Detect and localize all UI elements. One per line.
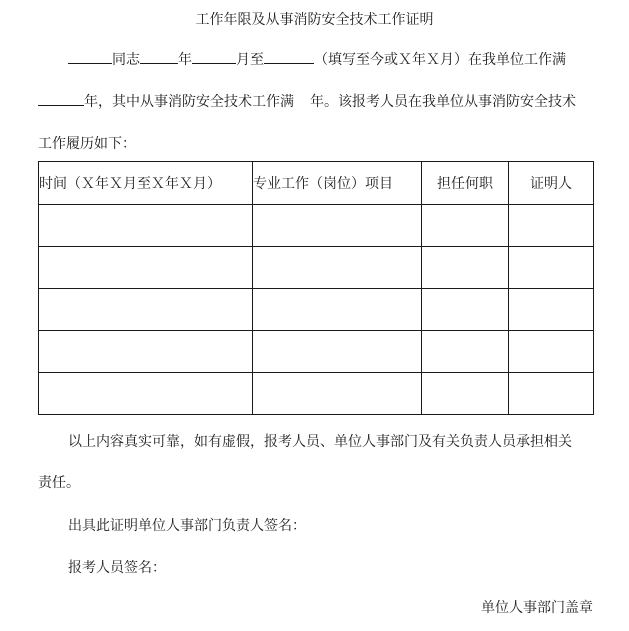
fire-work-years-suffix: 年。该报考人员在我单位从事消防安全技术 — [310, 94, 576, 110]
comrade-label: 同志 — [112, 52, 140, 68]
dept-head-signature-label: 出具此证明单位人事部门负责人签名： — [68, 518, 306, 534]
fire-work-years-text: 年，其中从事消防安全技术工作满 — [84, 94, 294, 110]
declaration-line-2: 责任。 — [38, 475, 80, 491]
table-cell[interactable] — [422, 205, 509, 247]
table-cell[interactable] — [253, 373, 422, 415]
table-cell[interactable] — [422, 247, 509, 289]
table-row — [39, 205, 594, 247]
table-cell[interactable] — [509, 331, 594, 373]
table-cell[interactable] — [422, 289, 509, 331]
table-cell[interactable] — [39, 289, 253, 331]
end-date-blank[interactable] — [264, 49, 314, 64]
employment-line-2 — [38, 91, 576, 111]
resume-intro: 工作履历如下： — [38, 136, 136, 152]
table-cell[interactable] — [253, 289, 422, 331]
header-role: 担任何职 — [422, 162, 509, 205]
table-cell[interactable] — [509, 247, 594, 289]
table-cell[interactable] — [253, 205, 422, 247]
table-row — [39, 373, 594, 415]
header-witness: 证明人 — [509, 162, 594, 205]
header-time: 时间（Ｘ年Ｘ月至Ｘ年Ｘ月） — [39, 162, 253, 205]
work-history-table — [38, 161, 594, 415]
table-row — [39, 289, 594, 331]
dept-seal-label: 单位人事部门盖章 — [481, 600, 593, 616]
total-years-blank[interactable] — [38, 91, 84, 106]
employment-line-1 — [68, 49, 566, 69]
year-label: 年 — [178, 52, 192, 68]
table-cell[interactable] — [39, 205, 253, 247]
applicant-signature-label: 报考人员签名： — [68, 560, 166, 576]
document-title: 工作年限及从事消防安全技术工作证明 — [195, 12, 434, 28]
table-header-row — [39, 162, 594, 205]
start-year-blank[interactable] — [140, 49, 178, 64]
header-position: 专业工作（岗位）项目 — [253, 162, 422, 205]
table-cell[interactable] — [509, 205, 594, 247]
table-cell[interactable] — [39, 331, 253, 373]
declaration-line-1: 以上内容真实可靠，如有虚假，报考人员、单位人事部门及有关负责人员承担相关 — [68, 434, 572, 450]
table-cell[interactable] — [422, 373, 509, 415]
table-row — [39, 331, 594, 373]
table-cell[interactable] — [509, 289, 594, 331]
table-cell[interactable] — [422, 331, 509, 373]
table-cell[interactable] — [509, 373, 594, 415]
table-cell[interactable] — [39, 373, 253, 415]
table-cell[interactable] — [39, 247, 253, 289]
name-blank[interactable] — [68, 49, 112, 64]
start-month-blank[interactable] — [192, 49, 236, 64]
table-cell[interactable] — [253, 331, 422, 373]
table-row — [39, 247, 594, 289]
table-cell[interactable] — [253, 247, 422, 289]
fill-note: （填写至今或Ｘ年Ｘ月）在我单位工作满 — [314, 52, 566, 68]
month-to-label: 月至 — [236, 52, 264, 68]
